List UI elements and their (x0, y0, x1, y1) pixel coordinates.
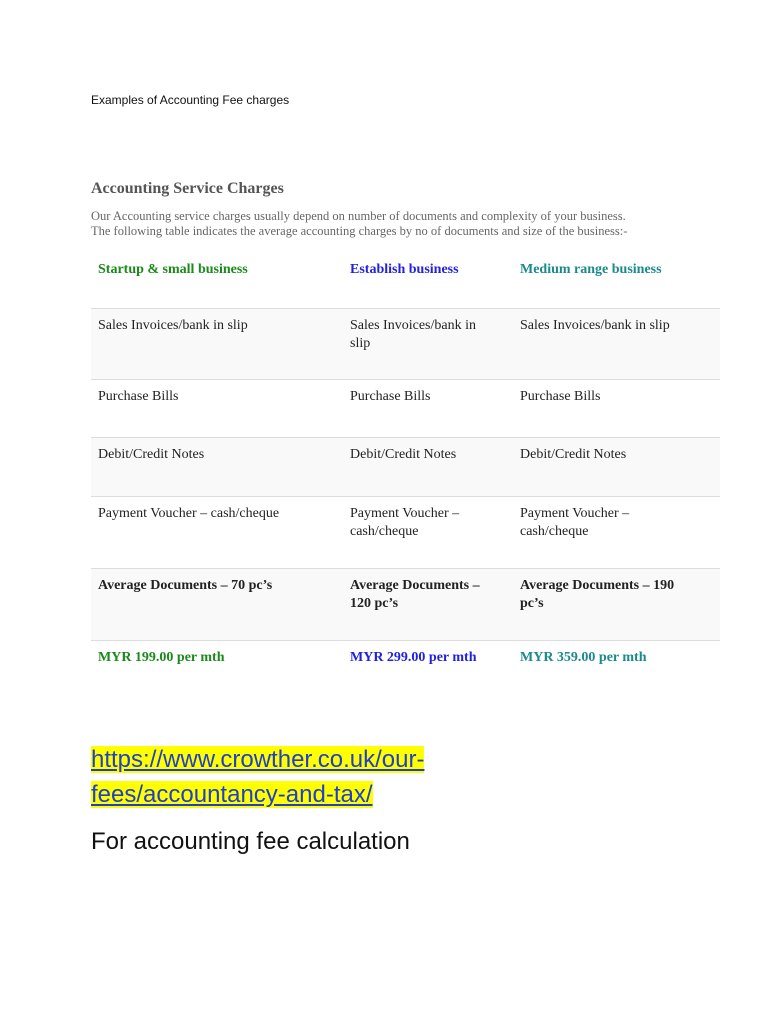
table-cell: Sales Invoices/bank in slip (520, 318, 670, 333)
table-cell: Purchase Bills (350, 389, 431, 404)
table-cell: Debit/Credit Notes (520, 447, 627, 462)
table-cell: Average Documents – 190 pc’s (520, 578, 675, 611)
section-title: Accounting Service Charges (91, 180, 284, 197)
intro-line-2: The following table indicates the average accounting charges by no of documents and size of the business:- (91, 224, 628, 238)
header-medium: Medium range business (520, 262, 662, 277)
price-row (91, 641, 720, 690)
link-block (91, 742, 491, 812)
fee-table (91, 252, 720, 689)
average-documents-row (91, 569, 720, 641)
table-cell: Payment Voucher – cash/cheque (98, 506, 280, 521)
caption-text: For accounting fee calculation (91, 828, 410, 855)
table-cell: Sales Invoices/bank in slip (350, 318, 476, 351)
document-heading: Examples of Accounting Fee charges (91, 93, 290, 107)
price-startup: MYR 199.00 per mth (98, 650, 225, 665)
table-row (91, 380, 720, 438)
crowther-fees-link[interactable]: https://www.crowther.co.uk/our-fees/accountancy-and-tax/ (91, 746, 425, 808)
fee-table-header-row (91, 252, 720, 309)
table-cell: Payment Voucher – cash/cheque (520, 506, 630, 539)
table-cell: Debit/Credit Notes (350, 447, 457, 462)
table-cell: Purchase Bills (520, 389, 601, 404)
table-cell: Purchase Bills (98, 389, 179, 404)
header-startup: Startup & small business (98, 262, 248, 277)
price-establish: MYR 299.00 per mth (350, 650, 477, 665)
table-cell: Sales Invoices/bank in slip (98, 318, 248, 333)
table-row (91, 309, 720, 380)
table-row (91, 497, 720, 569)
table-cell: Debit/Credit Notes (98, 447, 205, 462)
intro-text (91, 209, 711, 239)
intro-line-1: Our Accounting service charges usually depend on number of documents and complexity of your business. (91, 209, 626, 223)
table-cell: Average Documents – 120 pc’s (350, 578, 480, 611)
table-row (91, 438, 720, 497)
header-establish: Establish business (350, 262, 459, 277)
table-cell: Average Documents – 70 pc’s (98, 578, 273, 593)
table-cell: Payment Voucher – cash/cheque (350, 506, 460, 539)
price-medium: MYR 359.00 per mth (520, 650, 647, 665)
